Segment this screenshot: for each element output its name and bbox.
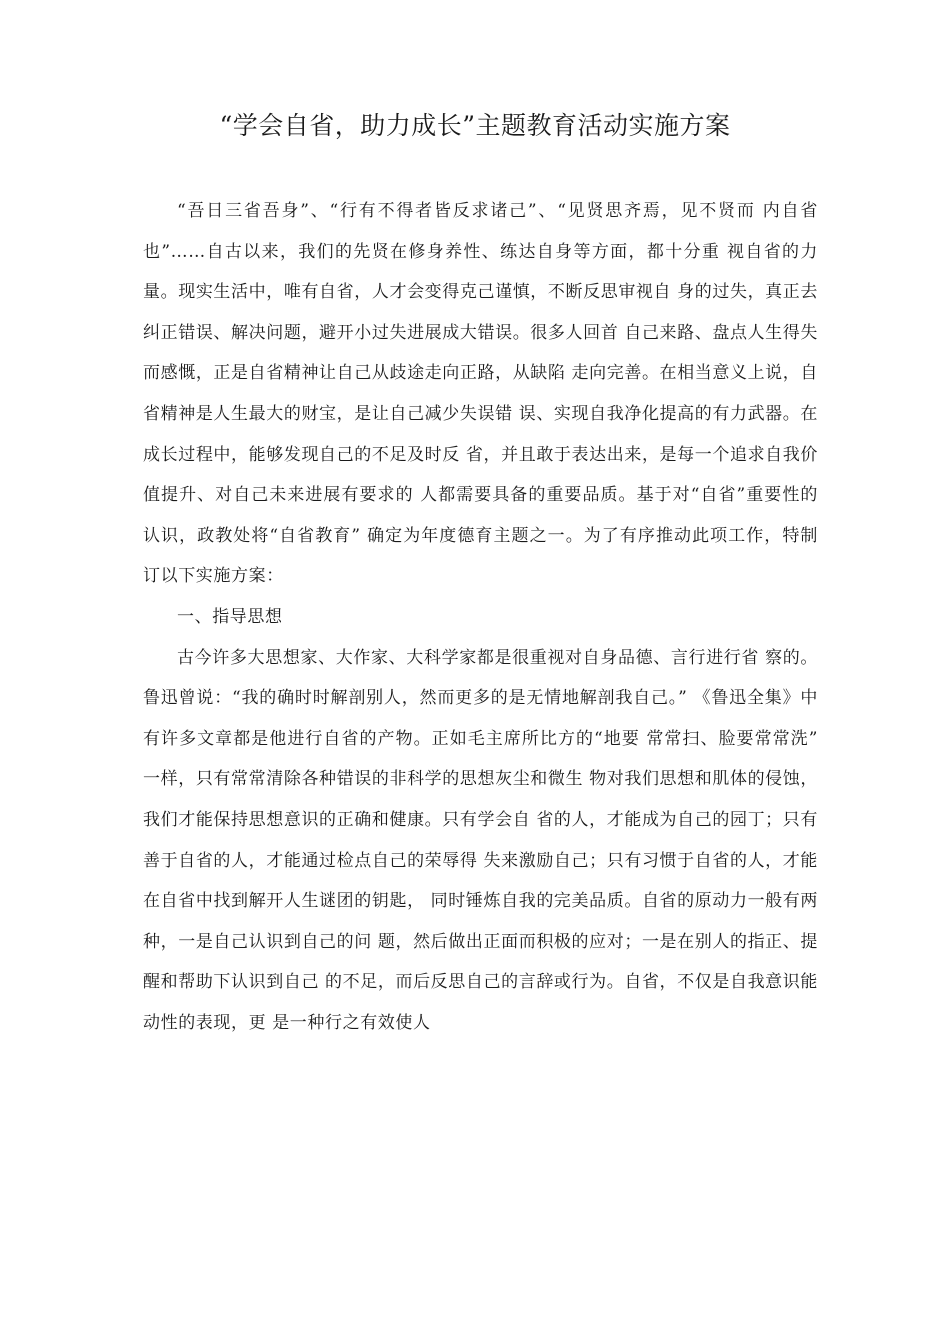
document-body xyxy=(143,191,818,1043)
section-heading-guiding-thought: 一、指导思想 xyxy=(177,606,283,627)
paragraph-guiding-thought: 古今许多大思想家、大作家、大科学家都是很重视对自身品德、言行进行省 察的。鲁迅曾说：“我的确时时解剖别人，然而更多的是无情地解剖我自己。” 《鲁迅全集》中有许多文章都是他进行自省的产物。正如毛主席所比方的“地要 常常扫、脸要常常洗” 一样，只有常常清除各种错误的非科学的思想灰尘和微生 物对我们思想和肌体的侵蚀，我们才能保持思想意识的正确和健康。只有学会自 省的人，才能成为自己的园丁；只有善于自省的人，才能通过检点自己的荣辱得 失来激励自己；只有习惯于自省的人，才能在自省中找到解开人生谜团的钥匙， 同时锤炼自我的完美品质。自省的原动力一般有两种，一是自己认识到自己的问 题，然后做出正面而积极的应对；一是在别人的指正、提醒和帮助下认识到自己 的不足，而后反思自己的言辞或行为。自省，不仅是自我意识能动性的表现，更 是一种行之有效使人 xyxy=(143,647,818,1033)
paragraph-introduction: “吾日三省吾身”、“行有不得者皆反求诸己”、“见贤思齐焉，见不贤而 内自省也”……自古以来，我们的先贤在修身养性、练达自身等方面，都十分重 视自省的力量。现实生活中，唯有自省，人才会变得克己谨慎，不断反思审视自 身的过失，真正去纠正错误、解决问题，避开小过失进展成大错误。很多人回首 自己来路、盘点人生得失而感慨，正是自省精神让自己从歧途走向正路，从缺陷 走向完善。在相当意义上说，自省精神是人生最大的财宝，是让自己减少失误错 误、实现自我净化提高的有力武器。在成长过程中，能够发现自己的不足及时反 省，并且敢于表达出来，是每一个追求自我价值提升、对自己未来进展有要求的 人都需要具备的重要品质。基于对“自省”重要性的认识，政教处将“自省教育” 确定为年度德育主题之一。为了有序推动此项工作，特制订以下实施方案： xyxy=(143,201,818,587)
document-title: “学会自省，助力成长”主题教育活动实施方案 xyxy=(219,111,731,140)
